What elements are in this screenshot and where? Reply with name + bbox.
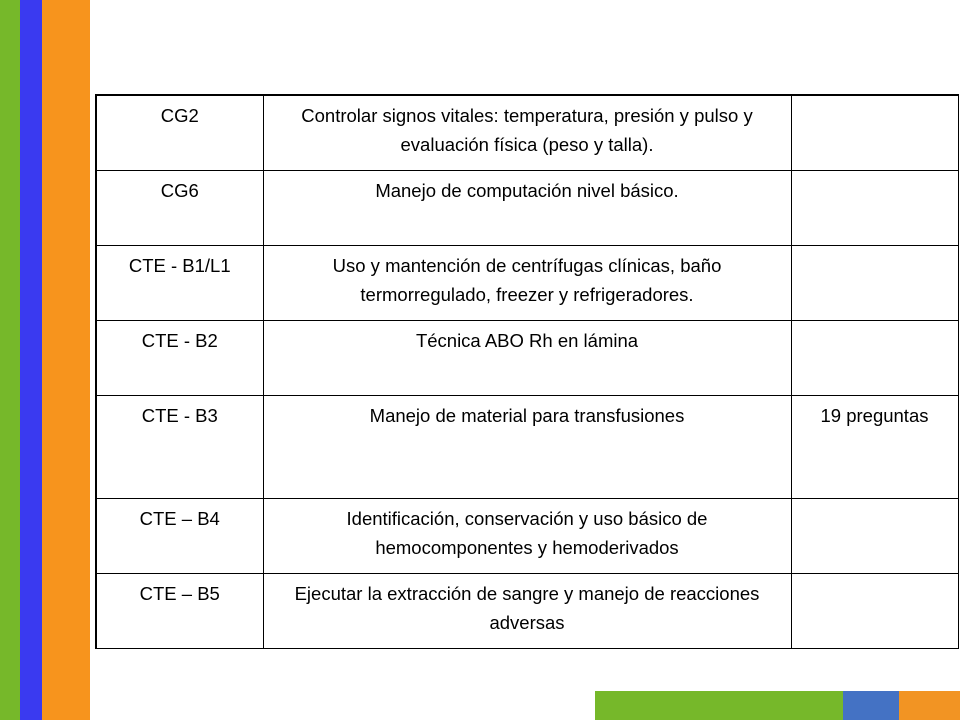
table-row [96, 320, 958, 395]
code-cell: CTE – B5 [96, 573, 263, 648]
footer-bar-orange [899, 691, 960, 720]
extra-cell [791, 170, 958, 245]
code-cell: CG6 [96, 170, 263, 245]
code-cell: CTE - B1/L1 [96, 245, 263, 320]
description-cell: Identificación, conservación y uso básico de hemocomponentes y hemoderivados [263, 498, 791, 573]
extra-cell: 19 preguntas [791, 395, 958, 498]
left-stripe-blue [20, 0, 42, 720]
left-stripe-green [0, 0, 20, 720]
competency-table [95, 94, 959, 649]
code-cell: CG2 [96, 95, 263, 170]
footer-bar-blue [843, 691, 899, 720]
extra-cell [791, 95, 958, 170]
description-cell: Controlar signos vitales: temperatura, presión y pulso y evaluación física (peso y talla). [263, 95, 791, 170]
code-cell: CTE – B4 [96, 498, 263, 573]
table-row [96, 498, 958, 573]
description-cell: Uso y mantención de centrífugas clínicas, baño termorregulado, freezer y refrigeradores. [263, 245, 791, 320]
footer-bar-green [595, 691, 843, 720]
extra-cell [791, 245, 958, 320]
description-cell: Ejecutar la extracción de sangre y manejo de reacciones adversas [263, 573, 791, 648]
table-row [96, 573, 958, 648]
extra-cell [791, 320, 958, 395]
table-row [96, 395, 958, 498]
table-row [96, 95, 958, 170]
description-cell: Manejo de computación nivel básico. [263, 170, 791, 245]
left-stripe-orange [42, 0, 90, 720]
code-cell: CTE - B2 [96, 320, 263, 395]
description-cell: Manejo de material para transfusiones [263, 395, 791, 498]
extra-cell [791, 498, 958, 573]
table-row [96, 245, 958, 320]
code-cell: CTE - B3 [96, 395, 263, 498]
description-cell: Técnica ABO Rh en lámina [263, 320, 791, 395]
extra-cell [791, 573, 958, 648]
table-row [96, 170, 958, 245]
